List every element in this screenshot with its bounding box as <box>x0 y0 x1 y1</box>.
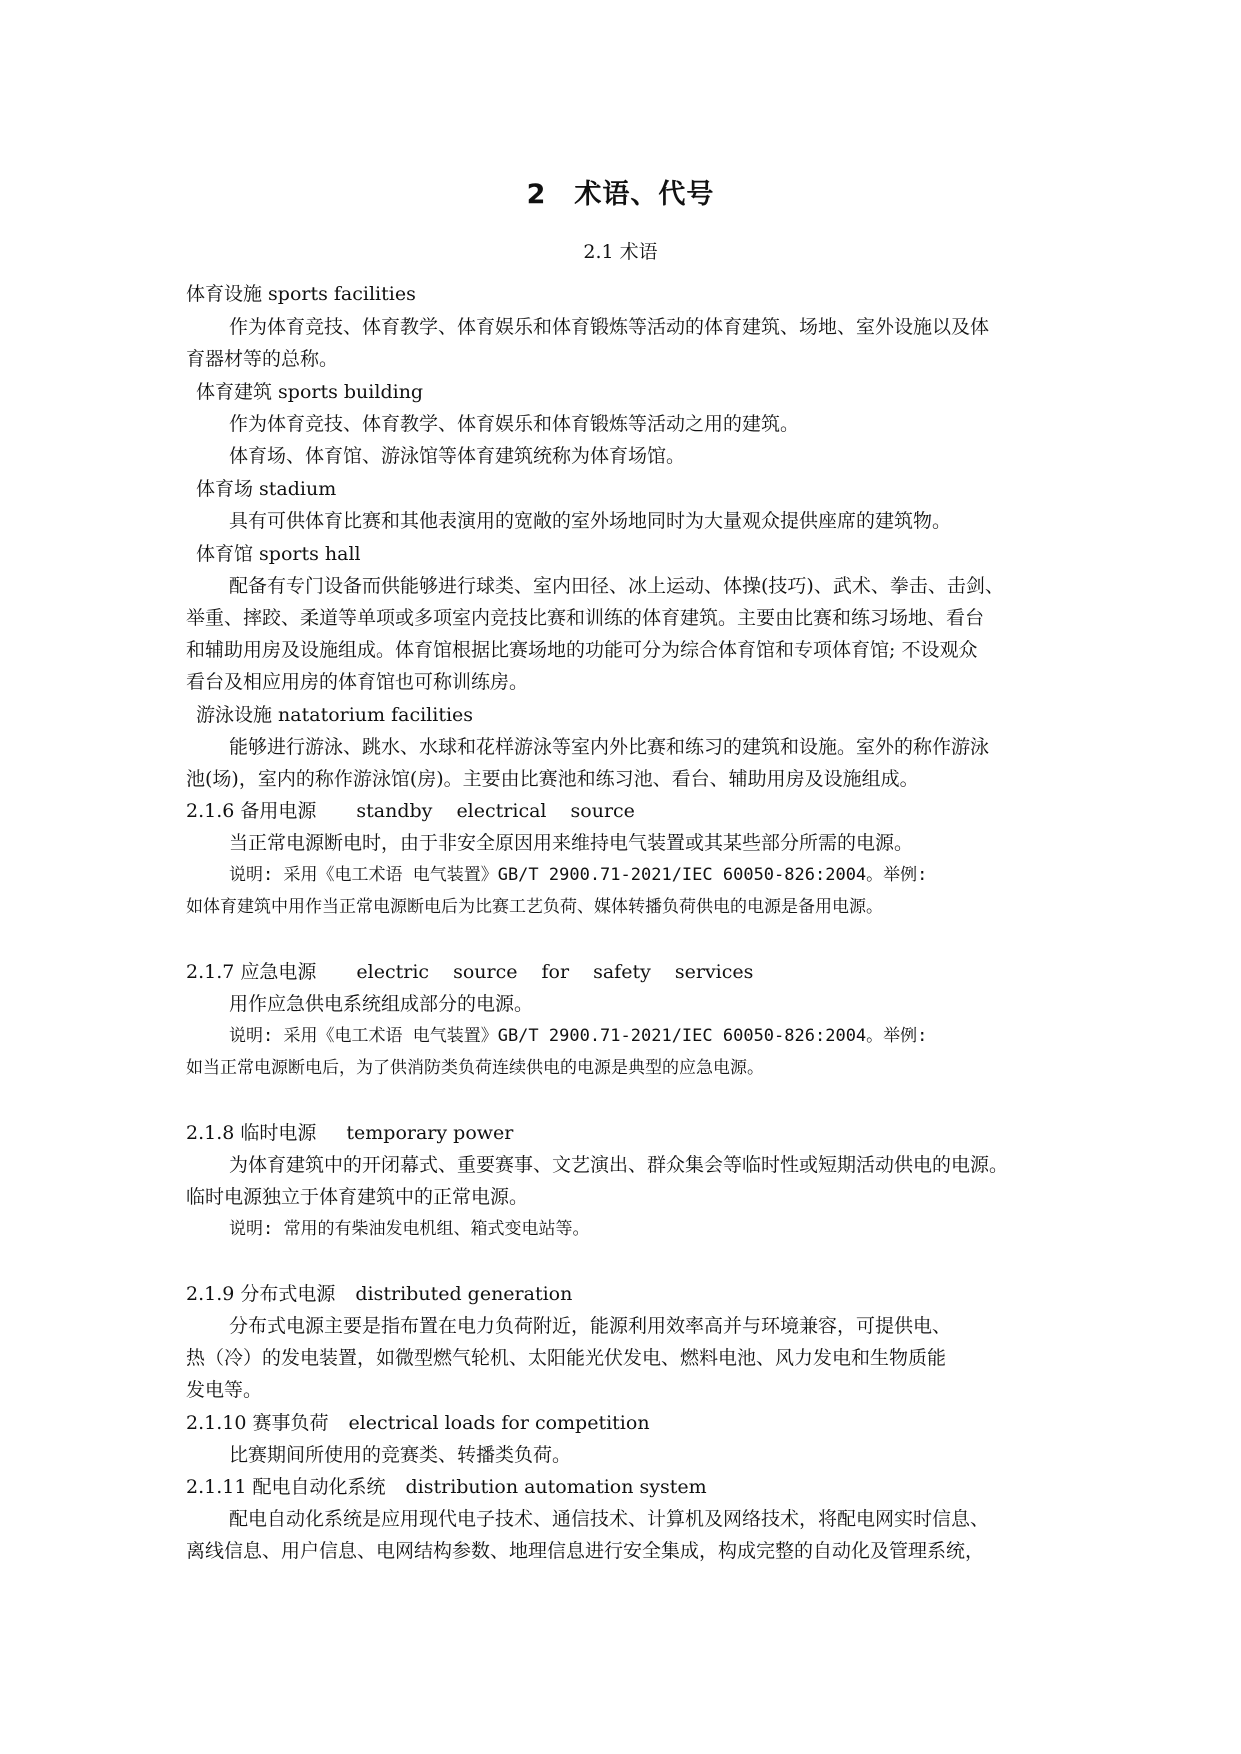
definition-line: 为体育建筑中的开闭幕式、重要赛事、文艺演出、群众集会等临时性或短期活动供电的电源。 <box>229 1154 1009 1176</box>
term-english: distribution automation system <box>405 1476 707 1498</box>
term-2-1-6 <box>186 798 635 824</box>
definition-line: 具有可供体育比赛和其他表演用的宽敞的室外场地同时为大量观众提供座席的建筑物。 <box>229 510 952 532</box>
note-line: 说明: 采用《电工术语 电气装置》GB/T 2900.71-2021/IEC 60050-826:2004。举例: <box>229 865 928 885</box>
definition-line: 比赛期间所使用的竞赛类、转播类负荷。 <box>229 1444 572 1466</box>
term-2-1-8 <box>186 1120 513 1146</box>
term-english: distributed generation <box>355 1283 573 1305</box>
definition-line: 当正常电源断电时，由于非安全原因用来维持电气装置或其某些部分所需的电源。 <box>229 832 914 854</box>
definition-line: 离线信息、用户信息、电网结构参数、地理信息进行安全集成，构成完整的自动化及管理系统， <box>186 1540 985 1562</box>
term-number-name: 2.1.6 备用电源 <box>186 800 317 822</box>
definition-line: 看台及相应用房的体育馆也可称训练房。 <box>186 671 529 693</box>
term-english: standby electrical source <box>356 800 635 822</box>
definition-line: 配备有专门设备而供能够进行球类、室内田径、冰上运动、体操(技巧)、武术、拳击、击剑、 <box>229 575 1004 597</box>
note-line: 如体育建筑中用作当正常电源断电后为比赛工艺负荷、媒体转播负荷供电的电源是备用电源。 <box>186 897 883 917</box>
definition-line: 发电等。 <box>186 1379 263 1401</box>
definition-line: 用作应急供电系统组成部分的电源。 <box>229 993 534 1015</box>
term-english: electric source for safety services <box>356 961 754 983</box>
term-2-1-10 <box>186 1410 650 1436</box>
term-stadium: 体育场 stadium <box>196 478 337 500</box>
term-sports-building: 体育建筑 sports building <box>196 381 424 403</box>
term-2-1-9 <box>186 1281 572 1307</box>
term-number-name: 2.1.7 应急电源 <box>186 961 317 983</box>
term-number-name: 2.1.9 分布式电源 <box>186 1283 336 1305</box>
term-number-name: 2.1.8 临时电源 <box>186 1122 317 1144</box>
term-english: temporary power <box>346 1122 514 1144</box>
term-sports-facilities: 体育设施 sports facilities <box>186 283 416 305</box>
term-english: electrical loads for competition <box>348 1412 650 1434</box>
definition-line: 池(场)，室内的称作游泳馆(房)。主要由比赛池和练习池、看台、辅助用房及设施组成。 <box>186 768 919 790</box>
definition-line: 体育场、体育馆、游泳馆等体育建筑统称为体育场馆。 <box>229 445 686 467</box>
term-number-name: 2.1.10 赛事负荷 <box>186 1412 329 1434</box>
note-line: 说明: 采用《电工术语 电气装置》GB/T 2900.71-2021/IEC 60050-826:2004。举例: <box>229 1026 928 1046</box>
term-sports-hall: 体育馆 sports hall <box>196 543 361 565</box>
definition-line: 能够进行游泳、跳水、水球和花样游泳等室内外比赛和练习的建筑和设施。室外的称作游泳 <box>229 736 990 758</box>
definition-line: 配电自动化系统是应用现代电子技术、通信技术、计算机及网络技术，将配电网实时信息、 <box>229 1508 990 1530</box>
definition-line: 和辅助用房及设施组成。体育馆根据比赛场地的功能可分为综合体育馆和专项体育馆; 不设观众 <box>186 639 978 661</box>
definition-line: 举重、摔跤、柔道等单项或多项室内竞技比赛和训练的体育建筑。主要由比赛和练习场地、看台 <box>186 607 985 629</box>
definition-line: 热（冷）的发电装置，如微型燃气轮机、太阳能光伏发电、燃料电池、风力发电和生物质能 <box>186 1347 947 1369</box>
section-title: 2.1 术语 <box>583 241 658 263</box>
chapter-title: 2 术语、代号 <box>526 179 715 210</box>
definition-line: 临时电源独立于体育建筑中的正常电源。 <box>186 1186 529 1208</box>
note-line: 说明: 常用的有柴油发电机组、箱式变电站等。 <box>229 1219 590 1239</box>
definition-line: 作为体育竞技、体育教学、体育娱乐和体育锻炼等活动的体育建筑、场地、室外设施以及体 <box>229 316 990 338</box>
definition-line: 作为体育竞技、体育教学、体育娱乐和体育锻炼等活动之用的建筑。 <box>229 413 800 435</box>
note-line: 如当正常电源断电后，为了供消防类负荷连续供电的电源是典型的应急电源。 <box>186 1058 764 1078</box>
term-number-name: 2.1.11 配电自动化系统 <box>186 1476 386 1498</box>
definition-line: 育器材等的总称。 <box>186 348 339 370</box>
term-2-1-7 <box>186 959 753 985</box>
term-2-1-11 <box>186 1474 707 1500</box>
term-natatorium-facilities: 游泳设施 natatorium facilities <box>196 704 474 726</box>
definition-line: 分布式电源主要是指布置在电力负荷附近，能源利用效率高并与环境兼容，可提供电、 <box>229 1315 952 1337</box>
